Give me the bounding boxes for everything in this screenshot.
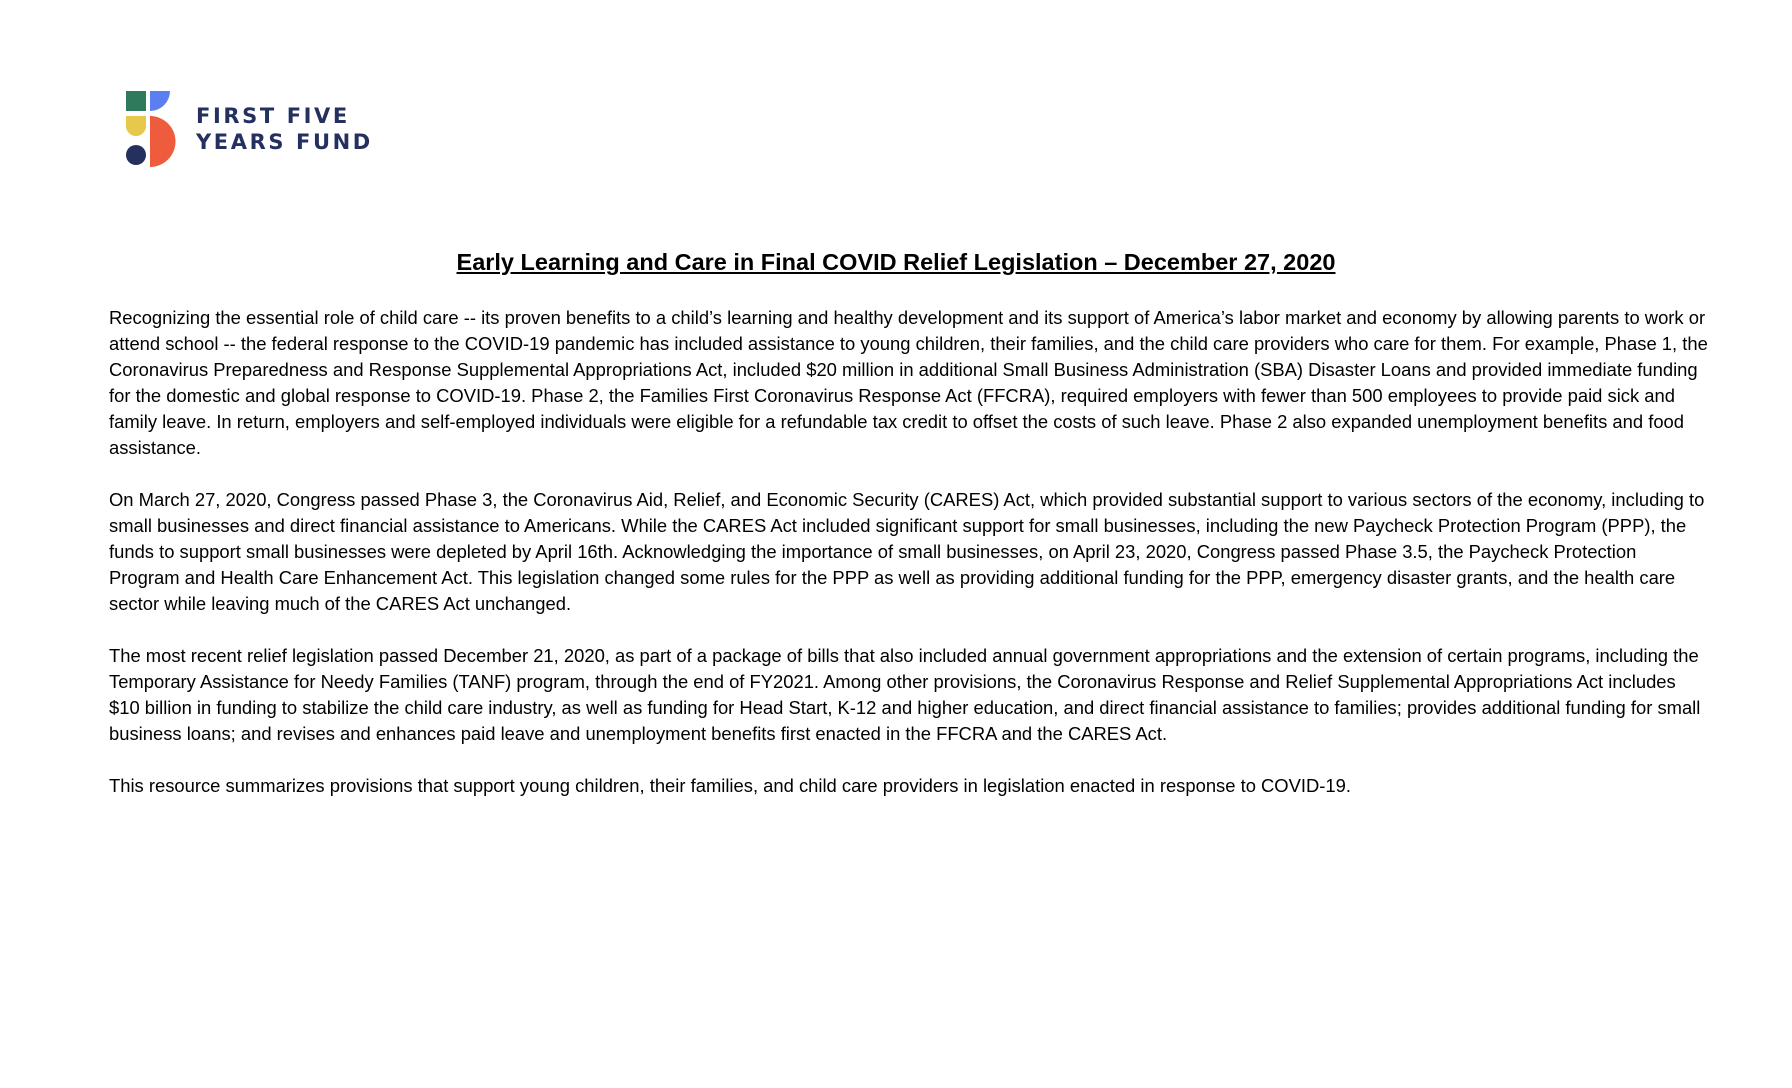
logo-blue-quarter — [150, 91, 170, 111]
logo-line-2: YEARS FUND — [196, 130, 373, 154]
logo-yellow-half — [126, 116, 146, 136]
document-title: Early Learning and Care in Final COVID Relief Legislation – December 27, 2020 — [456, 249, 1336, 275]
first-five-logo-mark-icon — [126, 91, 182, 167]
paragraph-recent-relief: The most recent relief legislation passed December 21, 2020, as part of a package of bills that also included annual government appropriations and the extension of certain programs, including the Temporary Assistance for Needy Families (TANF) program, through the end of FY2021. Among other provisions, the Coronavirus Response and Relief Supplemental Appropriations Act includes $10 billion in funding to stabilize the child care industry, as well as funding for Head Start, K-12 and higher education, and direct financial assistance to families; provides additional funding for small business loans; and revises and enhances paid leave and unemployment benefits first enacted in the FFCRA and the CARES Act. — [109, 645, 1701, 744]
logo-line-1: FIRST FIVE — [196, 104, 350, 128]
logo-navy-dot — [126, 145, 146, 165]
paragraph-summary: This resource summarizes provisions that support young children, their families, and child care providers in legislation enacted in response to COVID-19. — [109, 775, 1351, 796]
paragraph-cares-act: On March 27, 2020, Congress passed Phase 3, the Coronavirus Aid, Relief, and Economic Security (CARES) Act, which provided substantial support to various sectors of the economy, including to small businesses and direct financial assistance to Americans. While the CARES Act included significant support for small businesses, including the new Paycheck Protection Program (PPP), the funds to support small businesses were depleted by April 16th. Acknowledging the importance of small businesses, on April 23, 2020, Congress passed Phase 3.5, the Paycheck Protection Program and Health Care Enhancement Act. This legislation changed some rules for the PPP as well as providing additional funding for the PPP, emergency disaster grants, and the health care sector while leaving much of the CARES Act unchanged. — [109, 489, 1705, 614]
logo-orange-half — [150, 116, 176, 167]
paragraph-intro: Recognizing the essential role of child care -- its proven benefits to a child’s learning and healthy development and its support of America’s labor market and economy by allowing parents to work or attend school -- the federal response to the COVID-19 pandemic has included assistance to young children, their families, and the child care providers who care for them. For example, Phase 1, the Coronavirus Preparedness and Response Supplemental Appropriations Act, included $20 million in additional Small Business Administration (SBA) Disaster Loans and provided immediate funding for the domestic and global response to COVID-19. Phase 2, the Families First Coronavirus Response Act (FFCRA), required employers with fewer than 500 employees to provide paid sick and family leave. In return, employers and self-employed individuals were eligible for a refundable tax credit to offset the costs of such leave. Phase 2 also expanded unemployment benefits and food assistance. — [109, 307, 1708, 458]
organization-logo — [126, 91, 373, 167]
document-body — [109, 305, 1709, 825]
logo-wordmark — [196, 103, 373, 155]
logo-green-square — [126, 91, 146, 111]
